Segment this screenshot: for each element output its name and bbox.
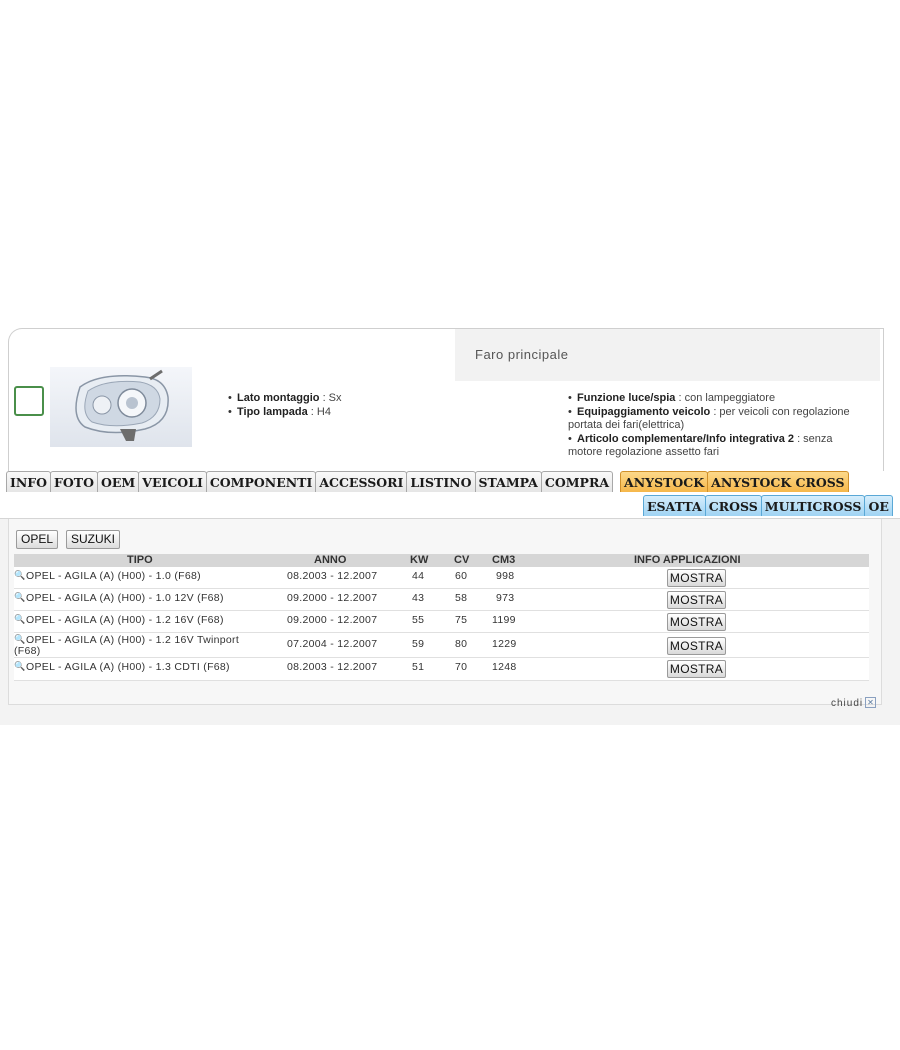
tab-foto[interactable]: FOTO <box>50 471 98 492</box>
table-row <box>14 633 869 658</box>
row-anno: 09.2000 - 12.2007 <box>287 592 378 604</box>
tab-cross[interactable]: CROSS <box>705 495 762 516</box>
table-header <box>14 554 869 567</box>
magnifier-icon[interactable]: 🔍 <box>14 592 26 602</box>
row-tipo: OPEL - AGILA (A) (H00) - 1.3 CDTI (F68) <box>26 661 230 673</box>
row-cm3: 1199 <box>492 614 516 626</box>
tab-veicoli[interactable]: VEICOLI <box>138 471 207 492</box>
tab-info[interactable]: INFO <box>6 471 51 492</box>
table-row <box>14 567 869 589</box>
brand-button-opel[interactable]: OPEL <box>16 530 58 549</box>
row-anno: 07.2004 - 12.2007 <box>287 638 378 650</box>
attribute-row: • Articolo complementare/Info integrativa 2 : senza motore regolazione assetto fari <box>568 433 833 458</box>
main-tabs <box>6 471 848 493</box>
tab-listino[interactable]: LISTINO <box>406 471 475 492</box>
magnifier-icon[interactable]: 🔍 <box>14 634 26 644</box>
tab-anystock[interactable]: ANYSTOCK <box>620 471 708 492</box>
row-kw: 51 <box>412 661 425 673</box>
tab-gap <box>612 471 620 493</box>
row-cm3: 1229 <box>492 638 517 650</box>
row-tipo: OPEL - AGILA (A) (H00) - 1.2 16V (F68) <box>26 614 224 626</box>
row-kw: 59 <box>412 638 425 650</box>
header-kw: KW <box>410 554 429 566</box>
row-cm3: 998 <box>496 570 515 582</box>
brand-button-suzuki[interactable]: SUZUKI <box>66 530 120 549</box>
header-cm3: CM3 <box>492 554 516 566</box>
row-anno: 08.2003 - 12.2007 <box>287 661 378 673</box>
attribute-row: • Funzione luce/spia : con lampeggiatore <box>568 392 776 404</box>
header-anno: ANNO <box>314 554 347 566</box>
row-tipo: OPEL - AGILA (A) (H00) - 1.0 12V (F68) <box>26 592 224 604</box>
table-row <box>14 589 869 611</box>
row-cv: 70 <box>455 661 468 673</box>
cross-tabs <box>643 495 892 517</box>
close-link[interactable]: chiudi <box>831 698 864 709</box>
tab-compra[interactable]: COMPRA <box>541 471 613 492</box>
tab-anystock-cross[interactable]: ANYSTOCK CROSS <box>707 471 848 492</box>
product-title: Faro principale <box>475 347 569 362</box>
tab-oe[interactable]: OE <box>864 495 892 516</box>
header-cv: CV <box>454 554 470 566</box>
table-row <box>14 658 869 681</box>
row-kw: 43 <box>412 592 425 604</box>
headlight-image <box>50 367 192 447</box>
row-cv: 80 <box>455 638 468 650</box>
row-cv: 58 <box>455 592 468 604</box>
row-cv: 75 <box>455 614 468 626</box>
row-tipo: OPEL - AGILA (A) (H00) - 1.2 16V Twinport <box>26 634 240 646</box>
mostra-button[interactable]: MOSTRA <box>667 569 726 587</box>
attributes-left <box>228 392 342 420</box>
product-photo <box>50 367 192 447</box>
tab-accessori[interactable]: ACCESSORI <box>315 471 407 492</box>
attribute-row: • Equipaggiamento veicolo : per veicoli con regolazione portata dei fari(elettrica) <box>568 406 850 431</box>
header-info: INFO APPLICAZIONI <box>634 554 741 566</box>
row-anno: 09.2000 - 12.2007 <box>287 614 378 626</box>
header-tipo: TIPO <box>127 554 153 566</box>
select-checkbox[interactable] <box>14 386 44 416</box>
magnifier-icon[interactable]: 🔍 <box>14 570 26 580</box>
mostra-button[interactable]: MOSTRA <box>667 660 726 678</box>
row-tipo: OPEL - AGILA (A) (H00) - 1.0 (F68) <box>26 570 201 582</box>
product-title-bar <box>455 329 880 381</box>
row-anno: 08.2003 - 12.2007 <box>287 570 378 582</box>
applications-table <box>14 554 869 681</box>
tab-stampa[interactable]: STAMPA <box>475 471 542 492</box>
row-tipo-continued: (F68) <box>14 645 41 657</box>
mostra-button[interactable]: MOSTRA <box>667 637 726 655</box>
row-cm3: 973 <box>496 592 515 604</box>
magnifier-icon[interactable]: 🔍 <box>14 614 26 624</box>
tab-oem[interactable]: OEM <box>97 471 139 492</box>
tab-esatta[interactable]: ESATTA <box>643 495 706 516</box>
row-kw: 44 <box>412 570 425 582</box>
row-kw: 55 <box>412 614 425 626</box>
attribute-row: • Lato montaggio : Sx <box>228 392 342 404</box>
table-row <box>14 611 869 633</box>
attribute-row: • Tipo lampada : H4 <box>228 406 331 418</box>
close-icon[interactable]: ✕ <box>865 697 876 708</box>
row-cm3: 1248 <box>492 661 517 673</box>
mostra-button[interactable]: MOSTRA <box>667 613 726 631</box>
tab-multicross[interactable]: MULTICROSS <box>761 495 866 516</box>
row-cv: 60 <box>455 570 468 582</box>
tab-componenti[interactable]: COMPONENTI <box>206 471 317 492</box>
mostra-button[interactable]: MOSTRA <box>667 591 726 609</box>
magnifier-icon[interactable]: 🔍 <box>14 661 26 671</box>
attributes-right <box>568 392 868 460</box>
